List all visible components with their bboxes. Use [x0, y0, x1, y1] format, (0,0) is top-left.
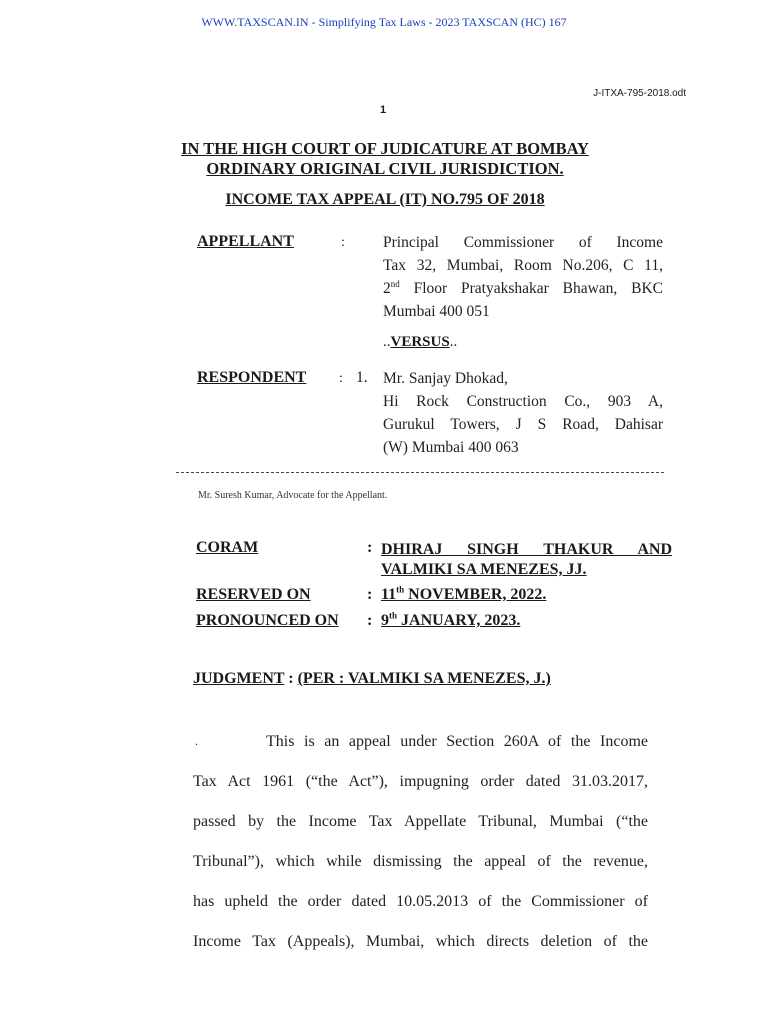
versus-label: VERSUS [390, 334, 450, 350]
pronounced-colon: : [367, 612, 373, 629]
body-line: passed by the Income Tax Appellate Tribunal, Mumbai (“the [193, 813, 648, 830]
appellant-line: Mumbai 400 051 [383, 303, 490, 320]
appellant-line: Principal Commissioner of Income [383, 234, 663, 251]
watermark-header: WWW.TAXSCAN.IN - Simplifying Tax Laws - 2023 TAXSCAN (HC) 167 [201, 15, 567, 29]
body-line: Income Tax (Appeals), Mumbai, which directs deletion of the [193, 933, 648, 950]
judgment-label: JUDGMENT [193, 670, 285, 687]
reserved-day-suffix: th [396, 584, 405, 595]
versus-dots: .. [449, 334, 458, 350]
pronounced-day-suffix: th [389, 610, 398, 621]
pronounced-day: 9 [381, 612, 389, 629]
reserved-label: RESERVED ON [196, 586, 311, 603]
floor-number: 2 [383, 280, 391, 297]
judgment-per: (PER : VALMIKI SA MENEZES, J.) [297, 670, 551, 687]
reserved-colon: : [367, 586, 373, 603]
respondent-line: (W) Mumbai 400 063 [383, 439, 519, 456]
appellant-line-floor [383, 277, 663, 300]
judgment-heading [193, 670, 551, 688]
court-title: IN THE HIGH COURT OF JUDICATURE AT BOMBAY [181, 139, 589, 158]
pronounced-date [381, 612, 520, 630]
respondent-line: Hi Rock Construction Co., 903 A, [383, 393, 663, 410]
reserved-date [381, 586, 546, 604]
paragraph-marker: . [195, 734, 198, 748]
versus-separator [383, 334, 457, 351]
coram-judges-line: DHIRAJ SINGH THAKUR AND [381, 541, 672, 558]
page-number: 1 [380, 104, 387, 116]
appellant-line: Floor Pratyakshakar Bhawan, BKC [413, 280, 663, 297]
appeal-number: INCOME TAX APPEAL (IT) NO.795 OF 2018 [225, 191, 545, 208]
coram-judges-line: VALMIKI SA MENEZES, JJ. [381, 561, 587, 578]
advocate-note: Mr. Suresh Kumar, Advocate for the Appellant. [198, 490, 388, 501]
separator-line [176, 472, 664, 473]
respondent-details [383, 367, 663, 459]
appellant-label: APPELLANT [197, 233, 294, 250]
court-jurisdiction: ORDINARY ORIGINAL CIVIL JURISDICTION. [206, 159, 564, 178]
coram-colon: : [367, 539, 373, 556]
floor-suffix: nd [390, 278, 400, 289]
respondent-line: Gurukul Towers, J S Road, Dahisar [383, 416, 663, 433]
pronounced-label: PRONOUNCED ON [196, 612, 339, 629]
body-line: Tribunal”), which while dismissing the appeal of the revenue, [193, 853, 648, 870]
versus-dots: .. [383, 334, 391, 350]
reserved-day: 11 [381, 586, 397, 603]
coram-judges [381, 540, 672, 580]
body-line: This is an appeal under Section 260A of the Income [266, 733, 648, 750]
body-line: Tax Act 1961 (“the Act”), impugning order dated 31.03.2017, [193, 773, 648, 790]
appellant-details [383, 231, 663, 323]
respondent-colon: : [339, 371, 343, 386]
respondent-number: 1. [356, 369, 368, 386]
coram-label: CORAM [196, 539, 259, 556]
respondent-label: RESPONDENT [197, 369, 307, 386]
judgment-colon: : [288, 670, 294, 687]
pronounced-month-year: JANUARY, 2023. [401, 612, 521, 629]
appellant-line: Tax 32, Mumbai, Room No.206, C 11, [383, 257, 663, 274]
body-line: has upheld the order dated 10.05.2013 of the Commissioner of [193, 893, 648, 910]
reserved-month-year: NOVEMBER, 2022. [408, 586, 547, 603]
appellant-colon: : [341, 235, 345, 250]
respondent-line: Mr. Sanjay Dhokad, [383, 370, 508, 387]
file-reference: J-ITXA-795-2018.odt [593, 88, 686, 99]
